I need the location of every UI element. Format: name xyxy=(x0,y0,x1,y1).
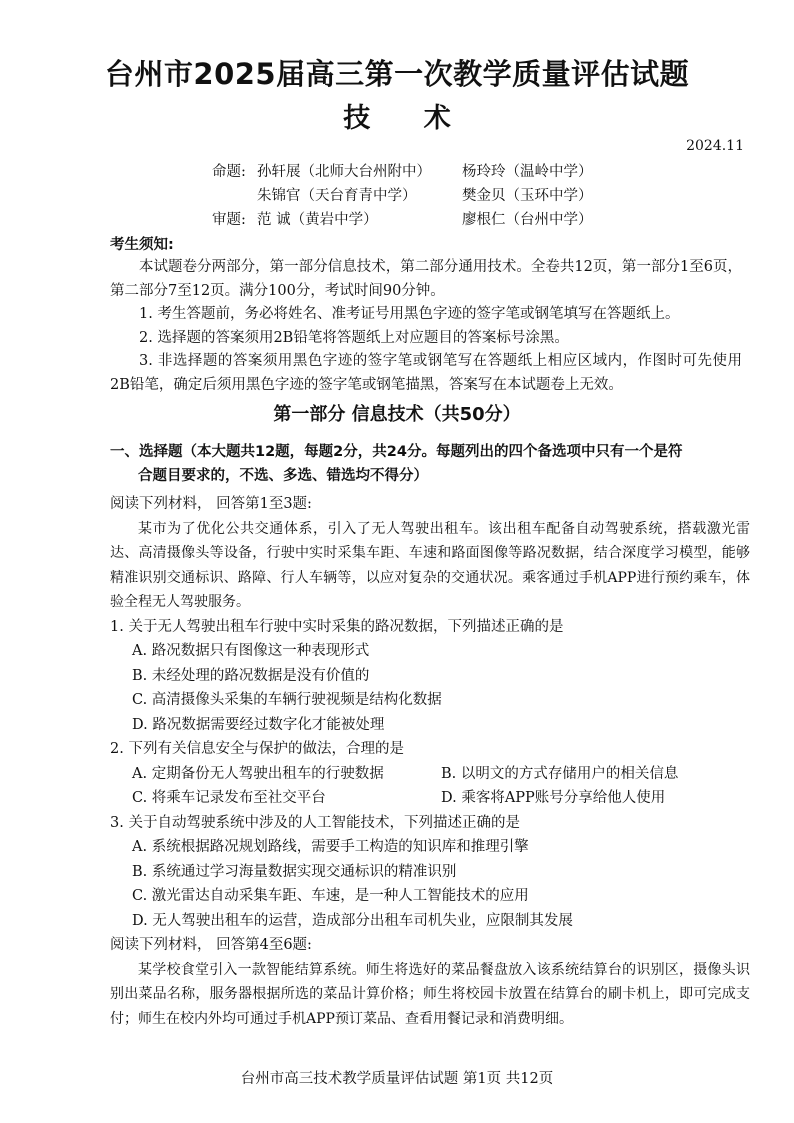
author-role: 命题: xyxy=(212,164,246,180)
option: B. 系统通过学习海量数据实现交通标识的精准识别 xyxy=(132,863,457,880)
material-paragraph: 某学校食堂引入一款智能结算系统。师生将选好的菜品餐盘放入该系统结算台的识别区，摄像头识别出菜品名称，服务器根据所选的菜品计算价格；师生将校园卡放置在结算台的刷卡机上，即可完成支付；师生在校内外均可通过手机APP预订菜品、查看用餐记录和消费明细。 xyxy=(110,961,750,1027)
author-name: 孙轩展（北师大台州附中） xyxy=(257,164,431,180)
question-stem: 1. 关于无人驾驶出租车行驶中实时采集的路况数据，下列描述正确的是 xyxy=(110,618,564,635)
author-name: 杨玲玲（温岭中学） xyxy=(462,164,593,180)
option: C. 高清摄像头采集的车辆行驶视频是结构化数据 xyxy=(132,692,442,708)
section-heading-line: 合题目要求的，不选、多选、错选均不得分） xyxy=(138,468,428,484)
option: D. 路况数据需要经过数字化才能被处理 xyxy=(132,716,385,733)
option: C. 激光雷达自动采集车距、车速，是一种人工智能技术的应用 xyxy=(132,888,529,904)
read-instruction: 阅读下列材料， 回答第1至3题: xyxy=(110,496,312,512)
option: A. 定期备份无人驾驶出租车的行驶数据 xyxy=(132,765,384,782)
question-body xyxy=(110,492,750,1031)
exam-date: 2024.11 xyxy=(686,138,744,154)
section-heading-line: 一、选择题（本大题共12题，每题2分，共24分。每题列出的四个备选项中只有一个是符 xyxy=(110,444,683,460)
option: D. 乘客将APP账号分享给他人使用 xyxy=(441,790,666,806)
option: A. 路况数据只有图像这一种表现形式 xyxy=(132,643,370,659)
author-name: 范 诚（黄岩中学） xyxy=(257,212,378,228)
notice-item: 本试题卷分两部分，第一部分信息技术，第二部分通用技术。全卷共12页，第一部分1至6页，第二部分7至12页。满分100分，考试时间90分钟。 xyxy=(110,259,742,299)
author-name: 樊金贝（玉环中学） xyxy=(462,188,593,204)
notice-block xyxy=(110,256,742,397)
read-instruction: 阅读下列材料， 回答第4至6题: xyxy=(110,937,312,953)
option-row xyxy=(110,786,750,811)
notice-heading: 考生须知: xyxy=(110,237,174,253)
option: D. 无人驾驶出租车的运营，造成部分出租车司机失业，应限制其发展 xyxy=(132,912,573,929)
material-paragraph: 某市为了优化公共交通体系，引入了无人驾驶出租车。该出租车配备自动驾驶系统，搭载激光雷达、高清摄像头等设备，行驶中实时采集车距、车速和路面图像等路况数据，结合深度学习模型，能够精准识别交通标识、路障、行人车辆等，以应对复杂的交通状况。乘客通过手机APP进行预约乘车，体验全程无人驾驶服务。 xyxy=(110,520,750,610)
author-list xyxy=(212,160,593,232)
subject-title: 技 术 xyxy=(343,103,473,134)
question-stem: 2. 下列有关信息安全与保护的做法，合理的是 xyxy=(110,741,404,757)
author-role xyxy=(212,184,257,208)
part-title: 第一部分 信息技术（共50分） xyxy=(273,404,521,425)
notice-item: 2. 选择题的答案须用2B铅笔将答题纸上对应题目的答案标号涂黑。 xyxy=(139,329,569,346)
author-name: 廖根仁（台州中学） xyxy=(462,212,593,228)
author-row xyxy=(212,160,593,184)
option: B. 未经处理的路况数据是没有价值的 xyxy=(132,667,370,684)
exam-title: 台州市2025届高三第一次教学质量评估试题 xyxy=(104,57,690,91)
option: B. 以明文的方式存储用户的相关信息 xyxy=(441,765,679,782)
notice-item: 1. 考生答题前，务必将姓名、准考证号用黑色字迹的签字笔或钢笔填写在答题纸上。 xyxy=(139,306,680,322)
option-row xyxy=(110,762,750,787)
author-name: 朱锦官（天台育青中学） xyxy=(257,188,417,204)
question-stem: 3. 关于自动驾驶系统中涉及的人工智能技术，下列描述正确的是 xyxy=(110,814,520,831)
notice-item: 3. 非选择题的答案须用黑色字迹的签字笔或钢笔写在答题纸上相应区域内，作图时可先使用2B铅笔，确定后须用黑色字迹的签字笔或钢笔描黑，答案写在本试题卷上无效。 xyxy=(110,353,742,393)
author-row xyxy=(212,184,593,208)
option: A. 系统根据路况规划路线，需要手工构造的知识库和推理引擎 xyxy=(132,839,529,855)
author-row xyxy=(212,208,593,232)
page-footer: 台州市高三技术教学质量评估试题 第1页 共12页 xyxy=(240,1071,554,1087)
author-role: 审题: xyxy=(212,212,246,228)
option: C. 将乘车记录发布至社交平台 xyxy=(132,790,326,806)
section-heading xyxy=(110,440,750,488)
